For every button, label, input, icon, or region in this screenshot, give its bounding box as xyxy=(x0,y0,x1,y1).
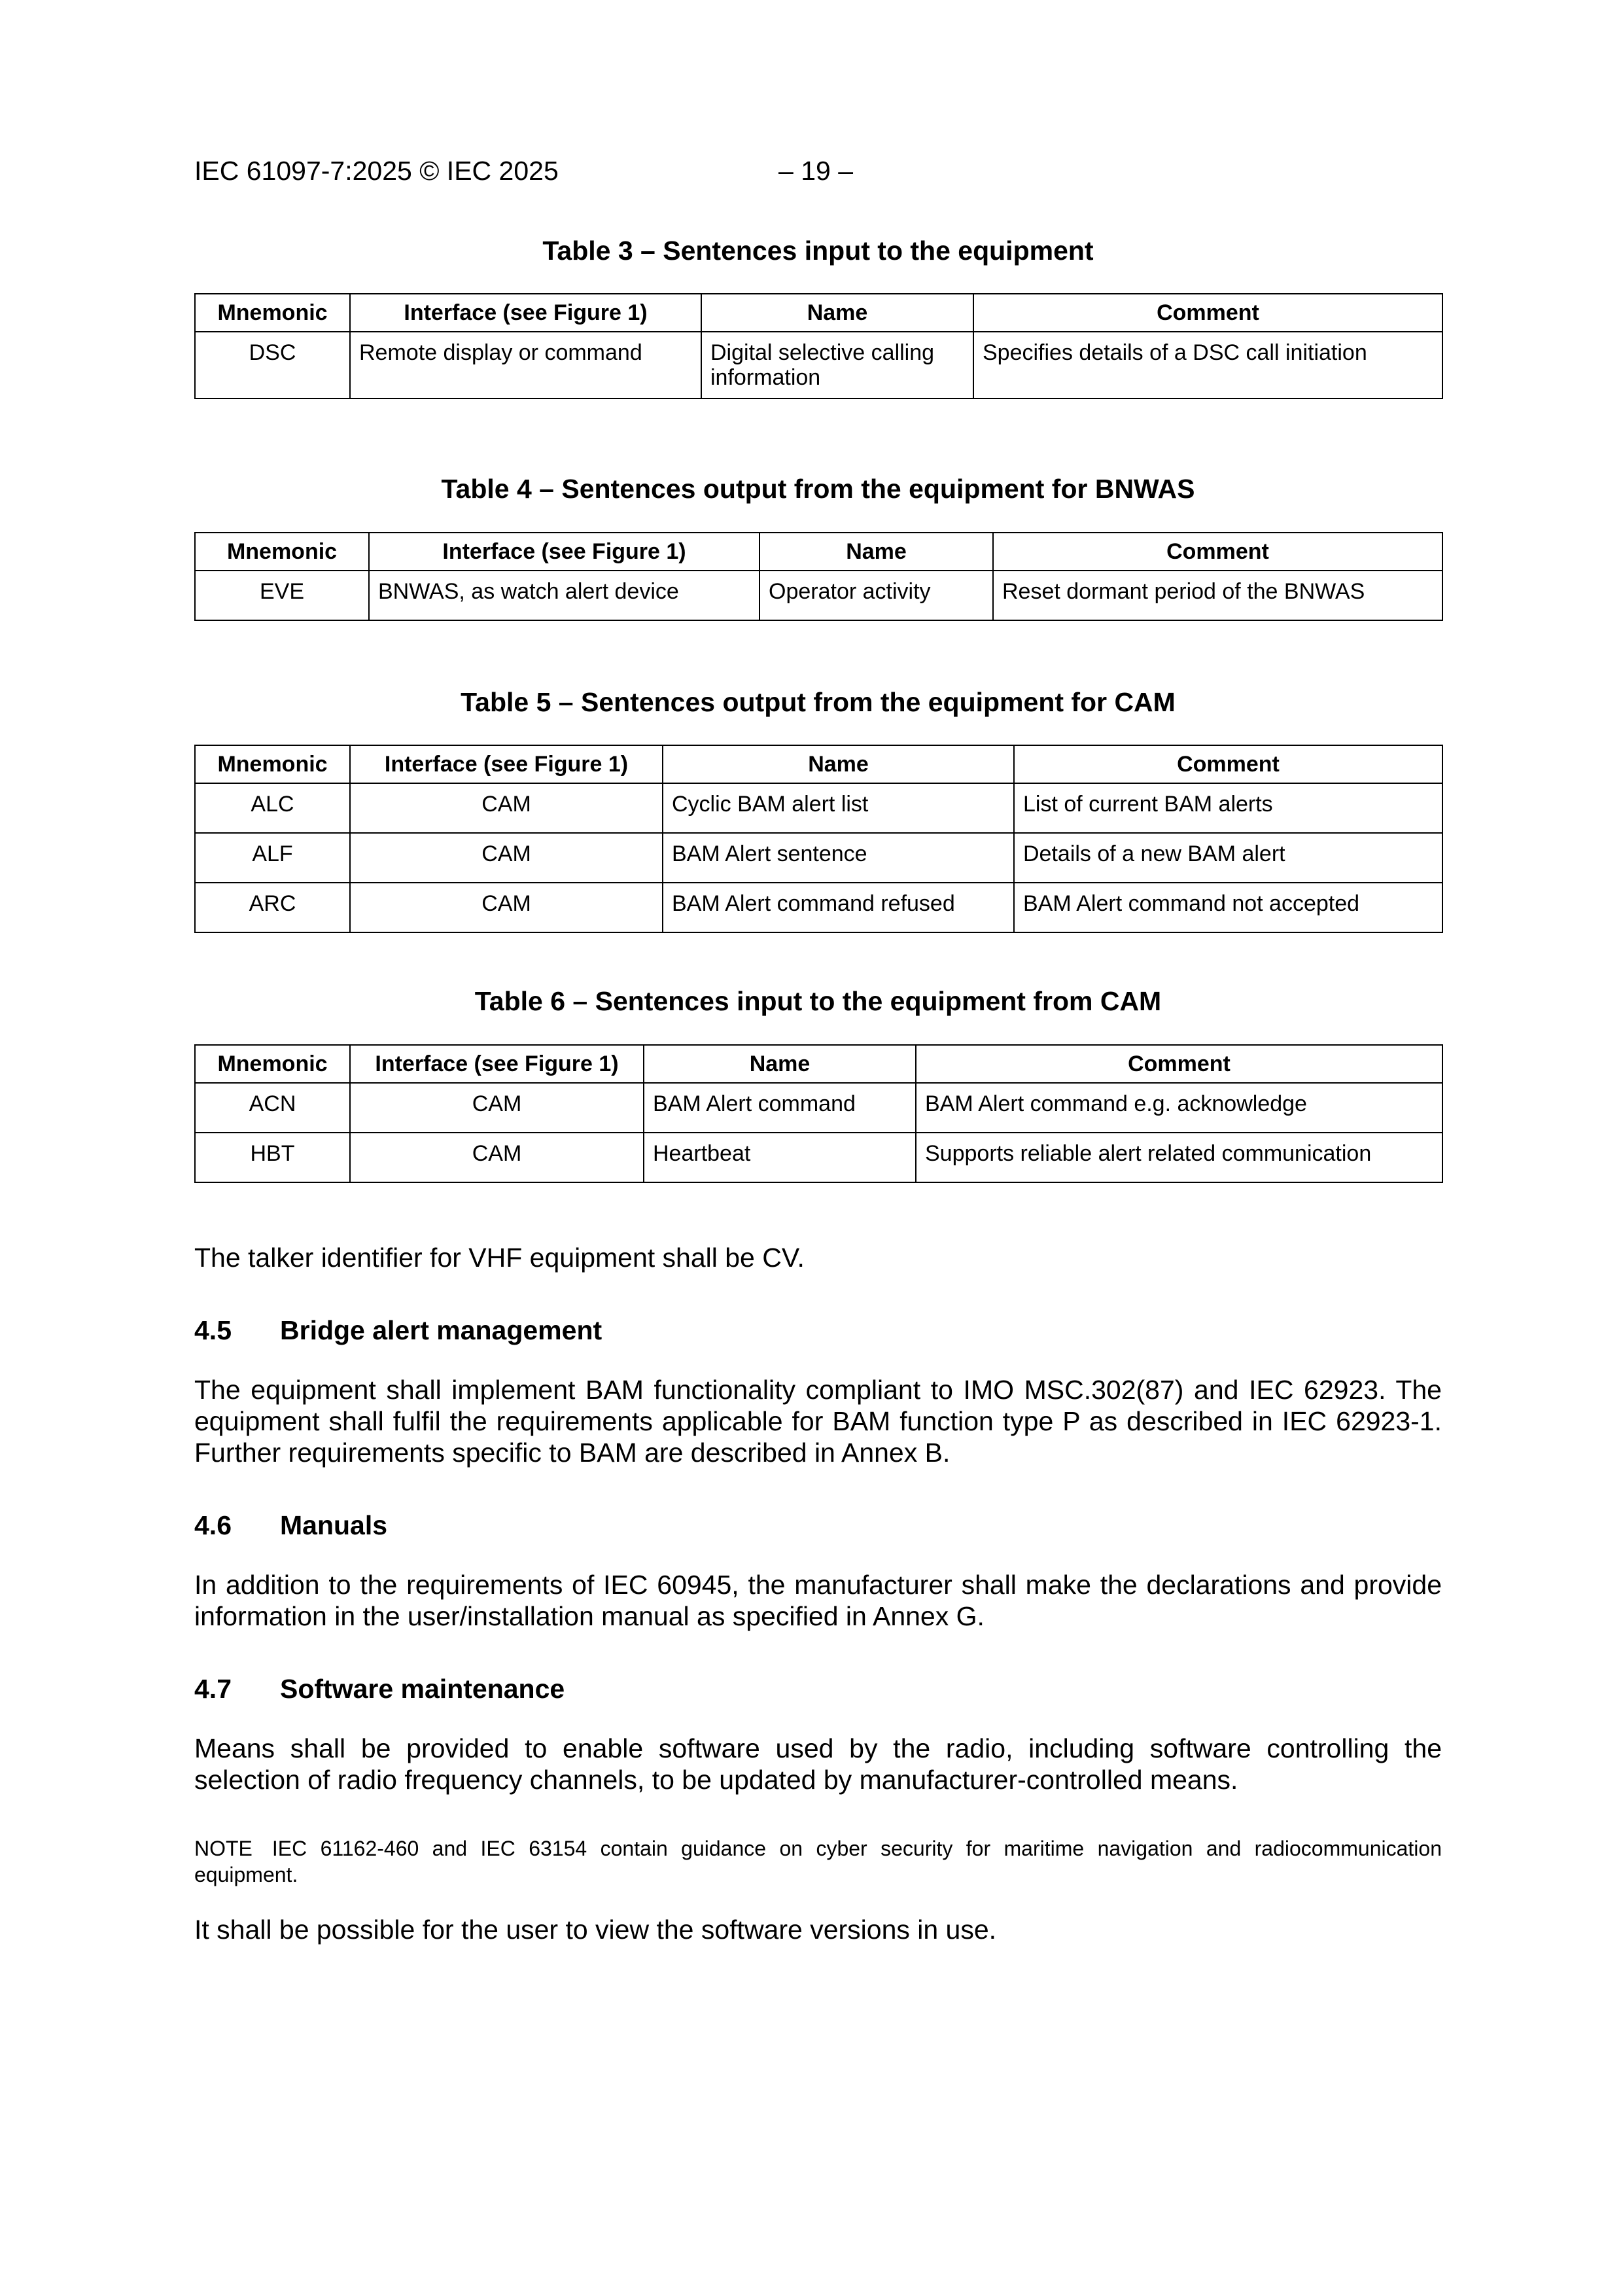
column-header-comment: Comment xyxy=(973,294,1442,332)
table-4-title: Table 4 – Sentences output from the equipment for BNWAS xyxy=(441,474,1195,504)
note-label: NOTE xyxy=(194,1837,253,1860)
cell-comment: BAM Alert command not accepted xyxy=(1014,883,1442,932)
column-header-mnemonic: Mnemonic xyxy=(195,294,350,332)
cell-mnemonic: DSC xyxy=(195,332,350,398)
table-row xyxy=(195,833,1442,883)
cell-interface: CAM xyxy=(350,833,663,883)
cell-interface: Remote display or command xyxy=(350,332,701,398)
table-5 xyxy=(194,745,1443,933)
table-row xyxy=(195,571,1442,620)
column-header-name: Name xyxy=(701,294,973,332)
section-title: Bridge alert management xyxy=(280,1315,602,1345)
section-title: Software maintenance xyxy=(280,1674,565,1704)
cell-name: Cyclic BAM alert list xyxy=(663,783,1014,833)
column-header-name: Name xyxy=(759,533,993,571)
software-versions-paragraph: It shall be possible for the user to view the software versions in use. xyxy=(194,1915,997,1945)
table-row xyxy=(195,783,1442,833)
cell-comment: Specifies details of a DSC call initiation xyxy=(973,332,1442,398)
table-row xyxy=(195,1133,1442,1182)
table-header-row xyxy=(195,533,1442,571)
table-3-title: Table 3 – Sentences input to the equipment xyxy=(542,236,1094,266)
section-4-6-heading xyxy=(194,1510,387,1541)
table-row xyxy=(195,883,1442,932)
column-header-mnemonic: Mnemonic xyxy=(195,533,369,571)
column-header-interface: Interface (see Figure 1) xyxy=(350,745,663,783)
note-text: IEC 61162-460 and IEC 63154 contain guidance on cyber security for maritime navigation and radiocommunication equipment. xyxy=(194,1837,1442,1886)
table-5-title: Table 5 – Sentences output from the equipment for CAM xyxy=(461,687,1176,717)
section-title: Manuals xyxy=(280,1510,388,1540)
column-header-name: Name xyxy=(644,1045,916,1083)
table-row xyxy=(195,332,1442,398)
note xyxy=(194,1835,1442,1888)
cell-mnemonic: EVE xyxy=(195,571,369,620)
section-4-5-heading xyxy=(194,1315,602,1346)
column-header-name: Name xyxy=(663,745,1014,783)
cell-name: Heartbeat xyxy=(644,1133,916,1182)
cell-name: BAM Alert sentence xyxy=(663,833,1014,883)
document-id: IEC 61097-7:2025 © IEC 2025 xyxy=(194,156,559,186)
table-3 xyxy=(194,293,1443,399)
page-number: – 19 – xyxy=(778,156,853,186)
table-header-row xyxy=(195,294,1442,332)
cell-interface: CAM xyxy=(350,1133,644,1182)
column-header-mnemonic: Mnemonic xyxy=(195,745,350,783)
column-header-comment: Comment xyxy=(916,1045,1442,1083)
cell-comment: List of current BAM alerts xyxy=(1014,783,1442,833)
cell-interface: CAM xyxy=(350,883,663,932)
cell-interface: CAM xyxy=(350,783,663,833)
cell-comment: Details of a new BAM alert xyxy=(1014,833,1442,883)
section-4-7-heading xyxy=(194,1674,565,1704)
cell-name: BAM Alert command refused xyxy=(663,883,1014,932)
cell-interface: BNWAS, as watch alert device xyxy=(369,571,759,620)
cell-mnemonic: ALC xyxy=(195,783,350,833)
cell-mnemonic: ALF xyxy=(195,833,350,883)
table-6-title: Table 6 – Sentences input to the equipment from CAM xyxy=(474,986,1162,1016)
section-4-7-paragraph: Means shall be provided to enable software used by the radio, including software controlling the selection of radio frequency channels, to be updated by manufacturer-controlled means. xyxy=(194,1733,1442,1795)
section-4-6-paragraph: In addition to the requirements of IEC 60945, the manufacturer shall make the declarations and provide information in the user/installation manual as specified in Annex G. xyxy=(194,1570,1442,1631)
column-header-interface: Interface (see Figure 1) xyxy=(369,533,759,571)
section-number: 4.6 xyxy=(194,1510,232,1540)
cell-comment: BAM Alert command e.g. acknowledge xyxy=(916,1083,1442,1133)
cell-comment: Reset dormant period of the BNWAS xyxy=(993,571,1442,620)
column-header-comment: Comment xyxy=(993,533,1442,571)
table-6 xyxy=(194,1044,1443,1183)
cell-interface: CAM xyxy=(350,1083,644,1133)
table-header-row xyxy=(195,745,1442,783)
column-header-comment: Comment xyxy=(1014,745,1442,783)
column-header-mnemonic: Mnemonic xyxy=(195,1045,350,1083)
talker-identifier-paragraph: The talker identifier for VHF equipment shall be CV. xyxy=(194,1243,805,1273)
column-header-interface: Interface (see Figure 1) xyxy=(350,294,701,332)
table-header-row xyxy=(195,1045,1442,1083)
table-row xyxy=(195,1083,1442,1133)
cell-name: Digital selective calling information xyxy=(701,332,973,398)
cell-mnemonic: ARC xyxy=(195,883,350,932)
cell-name: BAM Alert command xyxy=(644,1083,916,1133)
section-number: 4.5 xyxy=(194,1315,232,1345)
cell-mnemonic: ACN xyxy=(195,1083,350,1133)
section-number: 4.7 xyxy=(194,1674,232,1704)
cell-comment: Supports reliable alert related communication xyxy=(916,1133,1442,1182)
cell-name: Operator activity xyxy=(759,571,993,620)
table-4 xyxy=(194,532,1443,621)
cell-mnemonic: HBT xyxy=(195,1133,350,1182)
section-4-5-paragraph: The equipment shall implement BAM functionality compliant to IMO MSC.302(87) and IEC 62923. The equipment shall fulfil the requirements applicable for BAM function type P as described in IEC 62923-1. Further requirements specific to BAM are described in Annex B. xyxy=(194,1375,1442,1468)
column-header-interface: Interface (see Figure 1) xyxy=(350,1045,644,1083)
